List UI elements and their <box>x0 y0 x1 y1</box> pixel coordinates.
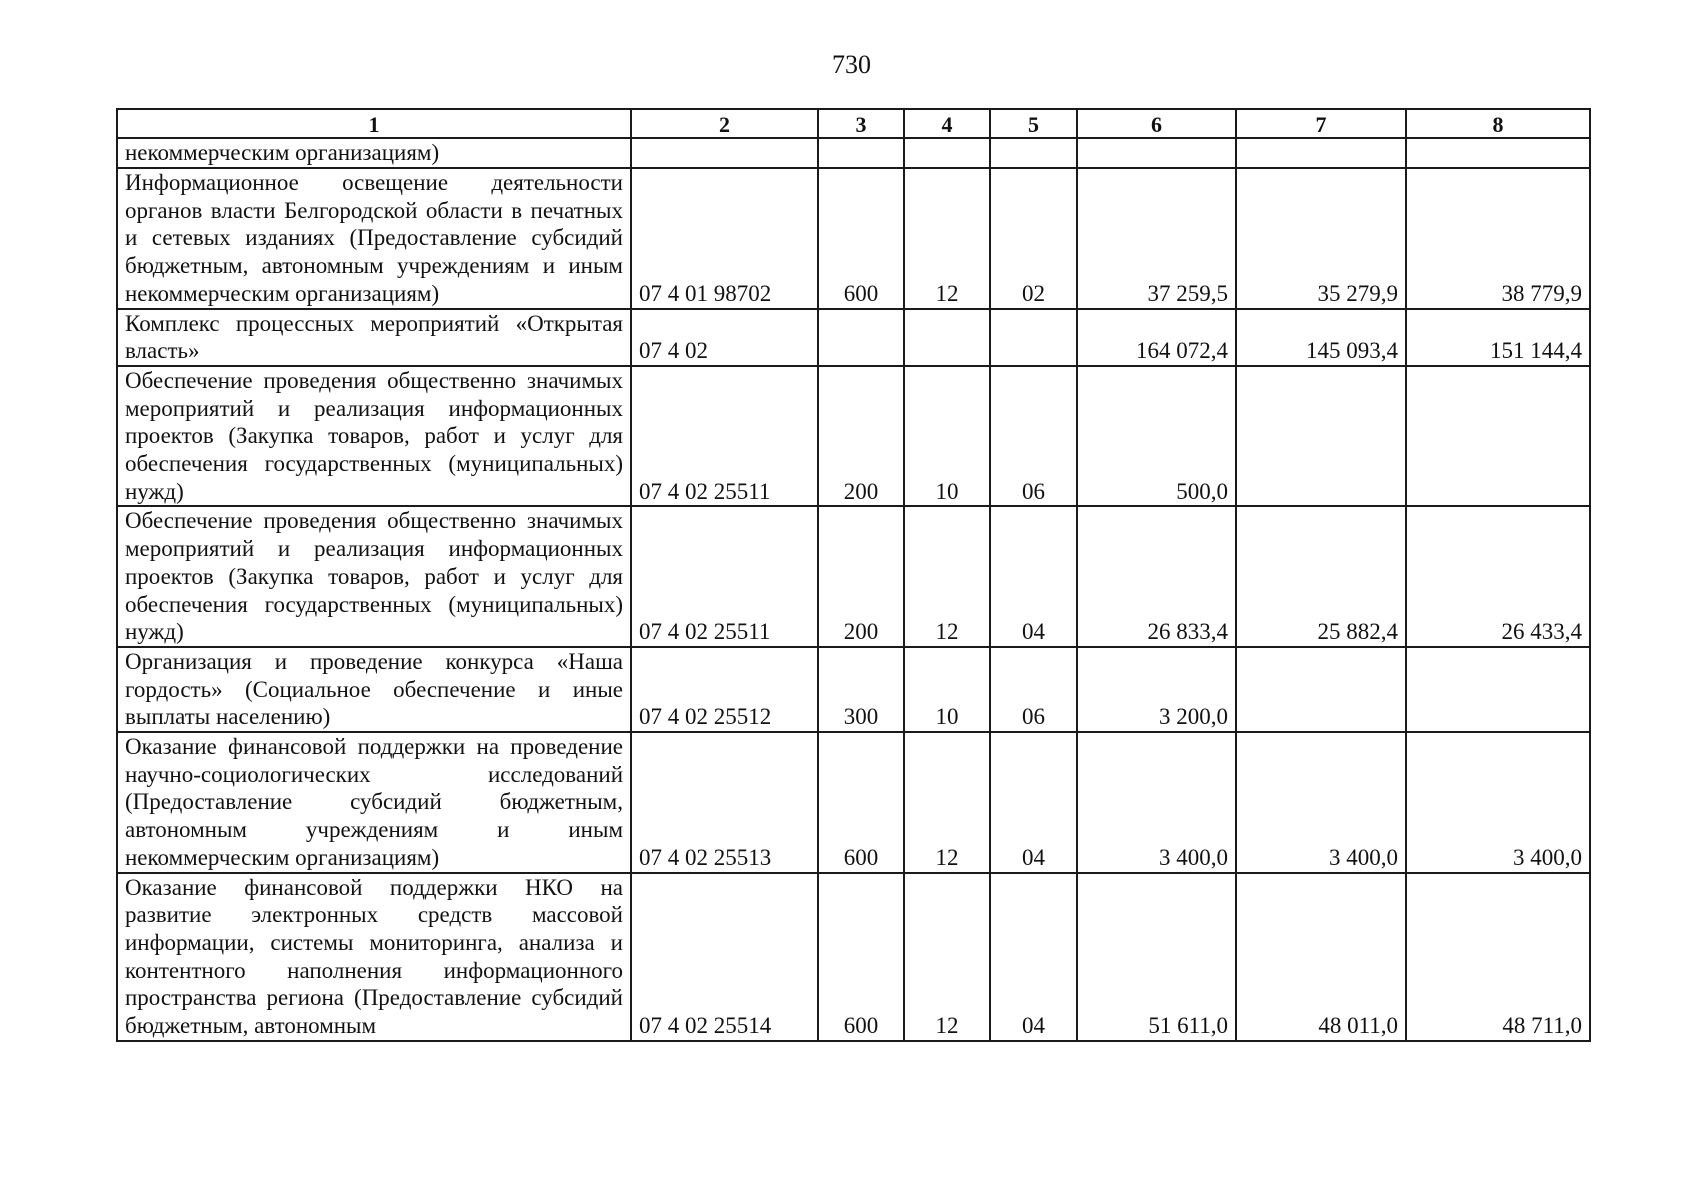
row-col-7: 48 011,0 <box>1236 873 1406 1041</box>
row-code: 07 4 02 25511 <box>631 506 818 647</box>
row-col-8: 3 400,0 <box>1406 732 1590 873</box>
header-col-6: 6 <box>1077 109 1236 138</box>
row-col-3: 300 <box>818 647 904 732</box>
table-row <box>117 732 1590 873</box>
row-code: 07 4 02 25514 <box>631 873 818 1041</box>
row-col-3: 600 <box>818 168 904 309</box>
table-row <box>117 647 1590 732</box>
row-col-4 <box>904 138 990 168</box>
row-col-3 <box>818 138 904 168</box>
table-body <box>117 138 1590 1041</box>
row-description: Организация и проведение конкурса «Наша гордость» (Социальное обеспечение и иные выплаты населению) <box>117 647 631 732</box>
table-row <box>117 873 1590 1041</box>
row-col-5: 04 <box>990 732 1077 873</box>
row-col-7 <box>1236 647 1406 732</box>
row-col-6: 500,0 <box>1077 366 1236 507</box>
row-col-8: 26 433,4 <box>1406 506 1590 647</box>
row-description: Обеспечение проведения общественно значимых мероприятий и реализация информационных проектов (Закупка товаров, работ и услуг для обеспечения государственных (муниципальных) нужд) <box>117 366 631 507</box>
row-col-7 <box>1236 138 1406 168</box>
row-col-6 <box>1077 138 1236 168</box>
row-description: Комплекс процессных мероприятий «Открытая власть» <box>117 309 631 366</box>
row-col-8: 48 711,0 <box>1406 873 1590 1041</box>
row-col-3: 600 <box>818 873 904 1041</box>
header-col-8: 8 <box>1406 109 1590 138</box>
row-description: Оказание финансовой поддержки НКО на развитие электронных средств массовой информации, системы мониторинга, анализа и контентного наполнения информационного пространства региона (Предоставление субсидий бюджетным, автономным <box>117 873 631 1041</box>
row-code <box>631 138 818 168</box>
row-col-5: 04 <box>990 873 1077 1041</box>
row-col-8 <box>1406 366 1590 507</box>
row-col-8 <box>1406 138 1590 168</box>
row-col-4: 12 <box>904 873 990 1041</box>
row-code: 07 4 01 98702 <box>631 168 818 309</box>
row-description: Оказание финансовой поддержки на проведение научно-социологических исследований (Предоставление субсидий бюджетным, автономным учреждениям и иным некоммерческим организациям) <box>117 732 631 873</box>
row-col-6: 164 072,4 <box>1077 309 1236 366</box>
row-col-7: 145 093,4 <box>1236 309 1406 366</box>
row-col-6: 37 259,5 <box>1077 168 1236 309</box>
row-col-7: 35 279,9 <box>1236 168 1406 309</box>
row-col-7: 3 400,0 <box>1236 732 1406 873</box>
row-col-6: 3 400,0 <box>1077 732 1236 873</box>
header-col-5: 5 <box>990 109 1077 138</box>
row-description: некоммерческим организациям) <box>117 138 631 168</box>
row-col-6: 26 833,4 <box>1077 506 1236 647</box>
row-col-8 <box>1406 647 1590 732</box>
table-row <box>117 309 1590 366</box>
header-col-1: 1 <box>117 109 631 138</box>
row-col-4: 12 <box>904 732 990 873</box>
header-col-4: 4 <box>904 109 990 138</box>
row-col-8: 38 779,9 <box>1406 168 1590 309</box>
row-col-3: 600 <box>818 732 904 873</box>
row-col-4: 10 <box>904 647 990 732</box>
row-code: 07 4 02 25511 <box>631 366 818 507</box>
row-description: Информационное освещение деятельности органов власти Белгородской области в печатных и сетевых изданиях (Предоставление субсидий бюджетным, автономным учреждениям и иным некоммерческим организациям) <box>117 168 631 309</box>
row-col-3: 200 <box>818 366 904 507</box>
table-row <box>117 168 1590 309</box>
row-col-6: 3 200,0 <box>1077 647 1236 732</box>
row-col-5: 04 <box>990 506 1077 647</box>
table-row <box>117 366 1590 507</box>
row-col-6: 51 611,0 <box>1077 873 1236 1041</box>
row-col-7 <box>1236 366 1406 507</box>
row-code: 07 4 02 25513 <box>631 732 818 873</box>
header-col-3: 3 <box>818 109 904 138</box>
row-col-3 <box>818 309 904 366</box>
table-row <box>117 506 1590 647</box>
row-col-5 <box>990 138 1077 168</box>
row-col-8: 151 144,4 <box>1406 309 1590 366</box>
row-col-4: 10 <box>904 366 990 507</box>
row-col-5: 02 <box>990 168 1077 309</box>
row-col-4 <box>904 309 990 366</box>
table-header <box>117 109 1590 138</box>
budget-table <box>116 108 1591 1042</box>
row-code: 07 4 02 25512 <box>631 647 818 732</box>
table-row <box>117 138 1590 168</box>
header-col-7: 7 <box>1236 109 1406 138</box>
header-col-2: 2 <box>631 109 818 138</box>
row-col-4: 12 <box>904 168 990 309</box>
row-col-5: 06 <box>990 366 1077 507</box>
row-description: Обеспечение проведения общественно значимых мероприятий и реализация информационных проектов (Закупка товаров, работ и услуг для обеспечения государственных (муниципальных) нужд) <box>117 506 631 647</box>
row-col-5 <box>990 309 1077 366</box>
page-number: 730 <box>832 50 871 79</box>
row-col-4: 12 <box>904 506 990 647</box>
row-col-5: 06 <box>990 647 1077 732</box>
row-code: 07 4 02 <box>631 309 818 366</box>
row-col-7: 25 882,4 <box>1236 506 1406 647</box>
header-row <box>117 109 1590 138</box>
row-col-3: 200 <box>818 506 904 647</box>
